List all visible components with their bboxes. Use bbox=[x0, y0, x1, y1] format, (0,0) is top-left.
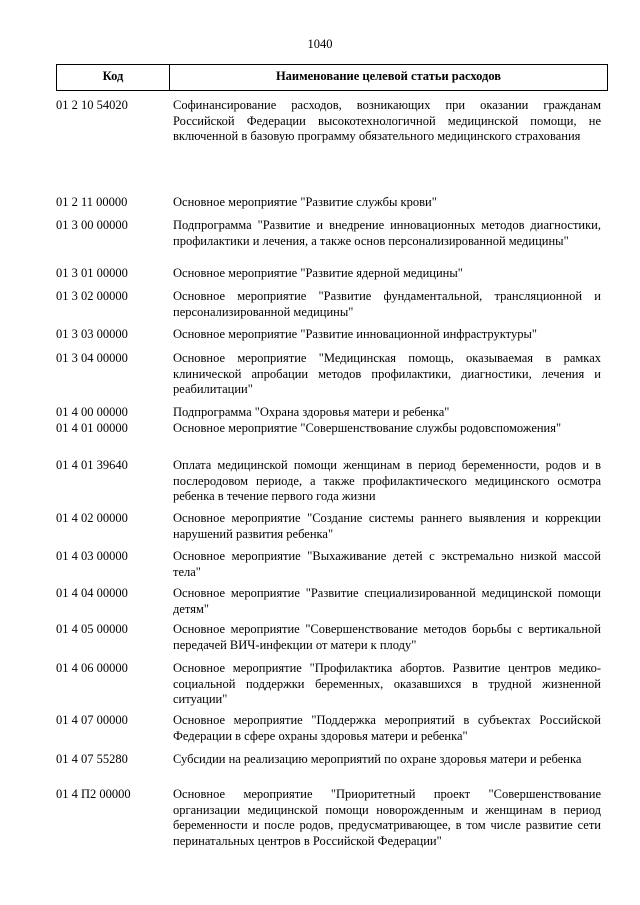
row-code: 01 3 01 00000 bbox=[56, 266, 128, 280]
row-code: 01 4 П2 00000 bbox=[56, 787, 131, 801]
table-row bbox=[56, 458, 608, 505]
table-row bbox=[56, 622, 608, 653]
row-name: Основное мероприятие "Выхаживание детей с экстремально низкой массой тела" bbox=[173, 549, 601, 579]
row-name: Основное мероприятие "Поддержка мероприятий в субъектах Российской Федерации в сфере охраны здоровья матери и ребенка" bbox=[173, 713, 601, 743]
row-code: 01 4 01 00000 bbox=[56, 421, 128, 435]
row-code: 01 4 01 39640 bbox=[56, 458, 128, 472]
row-name: Основное мероприятие "Совершенствование службы родовспоможения" bbox=[173, 421, 562, 435]
table-row bbox=[56, 98, 608, 145]
table-row bbox=[56, 266, 608, 282]
row-name: Основное мероприятие "Развитие ядерной медицины" bbox=[173, 266, 463, 280]
row-code: 01 2 10 54020 bbox=[56, 98, 128, 112]
row-code: 01 4 00 00000 bbox=[56, 405, 128, 419]
table-row bbox=[56, 405, 608, 421]
row-code: 01 4 07 00000 bbox=[56, 713, 128, 727]
table-row bbox=[56, 351, 608, 398]
row-name: Основное мероприятие "Развитие фундаментальной, трансляционной и персонализированной медицины" bbox=[173, 289, 601, 319]
row-name: Основное мероприятие "Совершенствование методов борьбы с вертикальной передачей ВИЧ-инфекции от матери к плоду" bbox=[173, 622, 601, 652]
row-name: Основное мероприятие "Профилактика абортов. Развитие центров медико-социальной поддержки беременных, оказавшихся в трудной жизненной ситуации" bbox=[173, 661, 601, 707]
row-name: Оплата медицинской помощи женщинам в период беременности, родов и в послеродовом периоде, а также профилактического медицинского осмотра ребенка в течение первого года жизни bbox=[173, 458, 601, 504]
table-row bbox=[56, 752, 608, 768]
row-code: 01 3 04 00000 bbox=[56, 351, 128, 365]
row-code: 01 4 05 00000 bbox=[56, 622, 128, 636]
row-code: 01 3 00 00000 bbox=[56, 218, 128, 232]
row-name: Основное мероприятие "Развитие инновационной инфраструктуры" bbox=[173, 327, 537, 341]
row-code: 01 4 06 00000 bbox=[56, 661, 128, 675]
header-name: Наименование целевой статьи расходов bbox=[275, 69, 502, 83]
row-name: Основное мероприятие "Приоритетный проект "Совершенствование организации медицинской помощи новорожденным и женщинам в период беременности и после родов, предусматривающее, в том числе развитие сети перинатальных центров в Российской Федерации" bbox=[173, 787, 601, 848]
row-code: 01 3 03 00000 bbox=[56, 327, 128, 341]
table-row bbox=[56, 289, 608, 320]
row-code: 01 4 02 00000 bbox=[56, 511, 128, 525]
table-row bbox=[56, 421, 608, 437]
row-name: Субсидии на реализацию мероприятий по охране здоровья матери и ребенка bbox=[173, 752, 582, 766]
row-code: 01 4 04 00000 bbox=[56, 586, 128, 600]
table-row bbox=[56, 586, 608, 617]
row-name: Софинансирование расходов, возникающих при оказании гражданам Российской Федерации высокотехнологичной медицинской помощи, не включенной в базовую программу обязательного медицинского страхования bbox=[173, 98, 601, 144]
table-header bbox=[56, 64, 608, 91]
row-name: Основное мероприятие "Создание системы раннего выявления и коррекции нарушений развития ребенка" bbox=[173, 511, 601, 541]
table-row bbox=[56, 787, 608, 849]
table-row bbox=[56, 327, 608, 343]
row-code: 01 4 07 55280 bbox=[56, 752, 128, 766]
table-row bbox=[56, 195, 608, 211]
table-row bbox=[56, 511, 608, 542]
row-code: 01 3 02 00000 bbox=[56, 289, 128, 303]
row-name: Подпрограмма "Охрана здоровья матери и ребенка" bbox=[173, 405, 450, 419]
header-code: Код bbox=[57, 65, 170, 90]
page-number: 1040 bbox=[307, 37, 333, 51]
row-name: Основное мероприятие "Медицинская помощь, оказываемая в рамках клинической апробации методов профилактики, диагностики, лечения и реабилитации" bbox=[173, 351, 601, 397]
table-row bbox=[56, 218, 608, 249]
row-name: Подпрограмма "Развитие и внедрение инновационных методов диагностики, профилактики и лечения, а также основ персонализированной медицины" bbox=[173, 218, 601, 248]
row-name: Основное мероприятие "Развитие специализированной медицинской помощи детям" bbox=[173, 586, 601, 616]
row-code: 01 4 03 00000 bbox=[56, 549, 128, 563]
row-name: Основное мероприятие "Развитие службы крови" bbox=[173, 195, 437, 209]
budget-table bbox=[56, 64, 608, 848]
table-row bbox=[56, 713, 608, 744]
table-row bbox=[56, 549, 608, 580]
table-row bbox=[56, 661, 608, 708]
row-code: 01 2 11 00000 bbox=[56, 195, 128, 209]
